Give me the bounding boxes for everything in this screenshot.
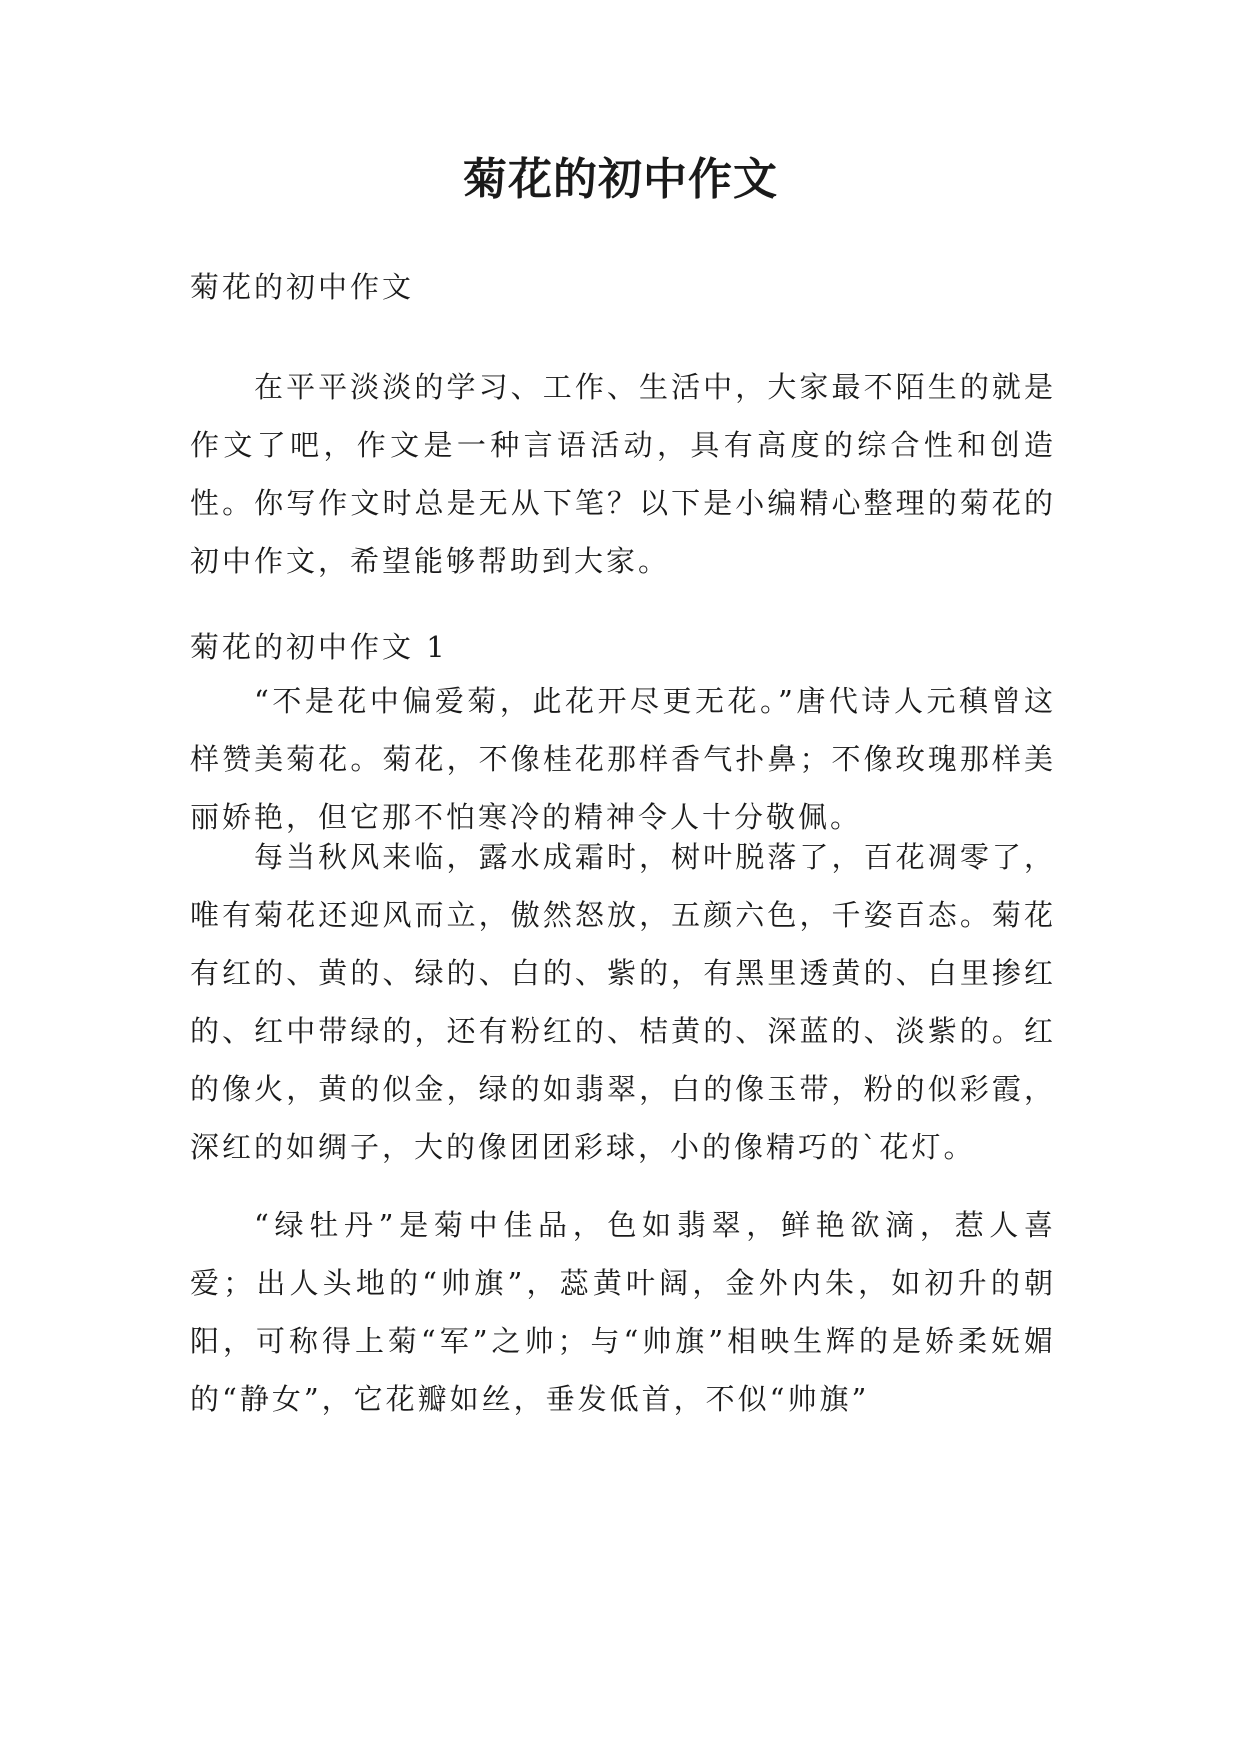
body-paragraph-1: “不是花中偏爱菊，此花开尽更无花。”唐代诗人元稹曾这样赞美菊花。菊花，不像桂花那样香气扑鼻；不像玫瑰那样美丽娇艳，但它那不怕寒冷的精神令人十分敬佩。 bbox=[190, 684, 1056, 834]
section-heading: 菊花的初中作文 1 bbox=[190, 630, 448, 664]
intro-paragraph: 在平平淡淡的学习、工作、生活中，大家最不陌生的就是作文了吧，作文是一种言语活动，具有高度的综合性和创造性。你写作文时总是无从下笔？以下是小编精心整理的菊花的初中作文，希望能够帮助到大家。 bbox=[190, 370, 1056, 578]
body-paragraph-3: “绿牡丹”是菊中佳品，色如翡翠，鲜艳欲滴，惹人喜爱；出人头地的“帅旗”，蕊黄叶阔，金外内朱，如初升的朝阳，可称得上菊“军”之帅；与“帅旗”相映生辉的是娇柔妩媚的“静女”，它花瓣如丝，垂发低首，不似“帅旗” bbox=[190, 1208, 1056, 1416]
body-paragraph-2: 每当秋风来临，露水成霜时，树叶脱落了，百花凋零了，唯有菊花还迎风而立，傲然怒放，五颜六色，千姿百态。菊花有红的、黄的、绿的、白的、紫的，有黑里透黄的、白里掺红的、红中带绿的，还有粉红的、桔黄的、深蓝的、淡紫的。红的像火，黄的似金，绿的如翡翠，白的像玉带，粉的似彩霞，深红的如绸子，大的像团团彩球，小的像精巧的`花灯。 bbox=[190, 840, 1056, 1164]
document-title: 菊花的初中作文 bbox=[463, 154, 778, 205]
document-subtitle: 菊花的初中作文 bbox=[190, 270, 415, 304]
